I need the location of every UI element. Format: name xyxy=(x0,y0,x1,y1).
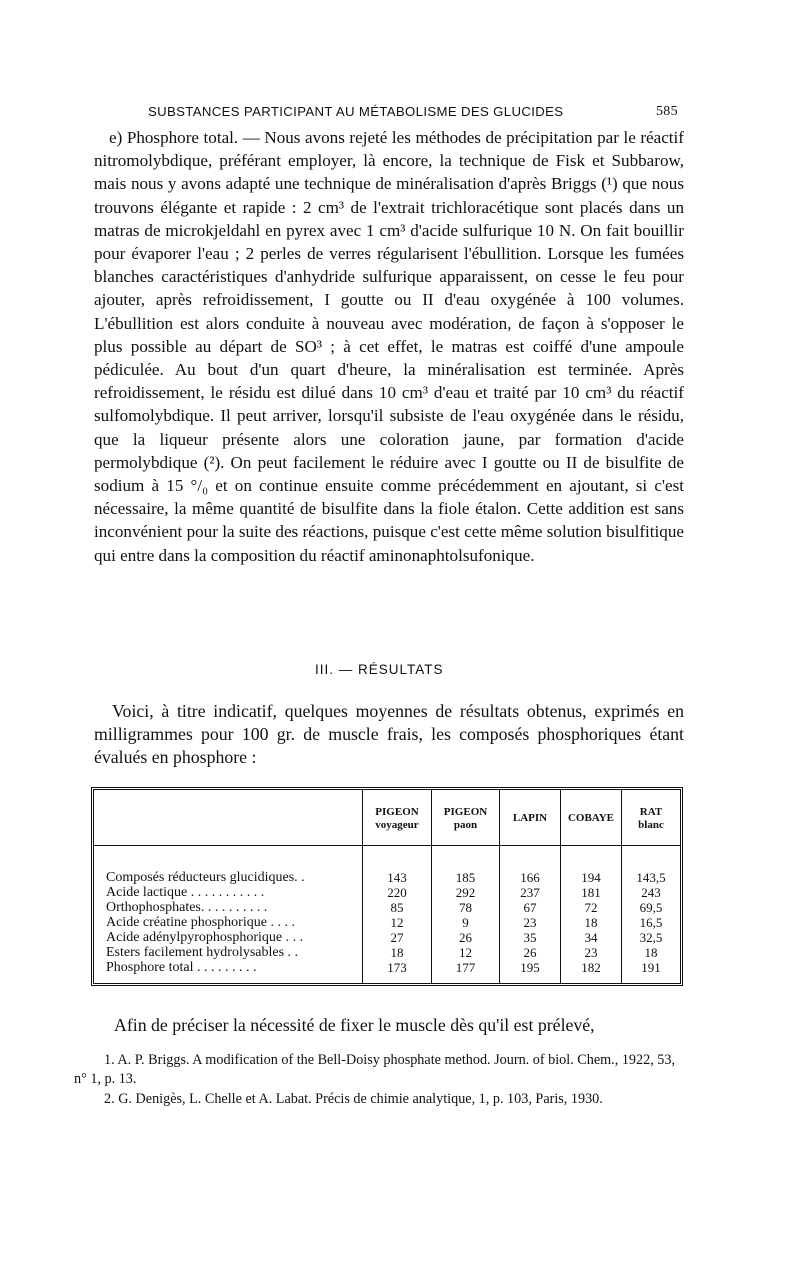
row-label: Acide créatine phosphorique . . . . xyxy=(106,915,295,930)
running-header xyxy=(148,104,678,119)
table-cell: 12 xyxy=(390,915,404,930)
row-label: Composés réducteurs glucidiques. . xyxy=(106,870,305,885)
table-cell: 26 xyxy=(523,945,537,960)
table-cell: 26 xyxy=(459,930,472,945)
table-cell: 69,5 xyxy=(639,900,663,915)
table-cell: 220 xyxy=(387,885,407,900)
table-cell: 18 xyxy=(584,915,598,930)
intro-paragraph: Voici, à titre indicatif, quelques moyennes de résultats obtenus, exprimés en milligrammes pour 100 gr. de muscle frais, les composés phosphoriques étant évalués en phosphore : xyxy=(94,701,684,768)
row-label: Acide adénylpyrophosphorique . . . xyxy=(106,930,304,945)
row-label: Phosphore total . . . . . . . . . xyxy=(106,960,257,975)
table-cell: 237 xyxy=(520,885,540,900)
table-cell: 194 xyxy=(581,870,601,885)
table-cell: 32,5 xyxy=(639,930,663,945)
table-cell: 143,5 xyxy=(636,870,666,885)
row-label: Orthophosphates. . . . . . . . . . xyxy=(106,900,268,915)
column-header: LAPIN xyxy=(512,812,548,824)
table-cell: 34 xyxy=(584,930,598,945)
paragraph-phosphore-total: e) Phosphore total. — Nous avons rejeté les méthodes de précipitation par le réactif nitromolybdique, préférant employer, là encore, la technique de Fisk et Subbarow, mais nous y avons adapté une technique de minéralisation d'après Briggs (¹) que nous trouvons élégante et rapide : 2 cm³ de l'extrait trichloracétique sont placés dans un matras de microkjeldahl en pyrex avec 1 cm³ d'acide sulfurique 10 N. On fait bouillir pour évaporer l'eau ; 2 perles de verres régularisent l'ébullition. Lorsque les fumées blanches caractéristiques d'anhydride sulfurique apparaissent, on cesse le feu pour ajouter, après refroidissement, I goutte ou II d'eau oxygénée à 100 volumes. L'ébullition est alors conduite à nouveau avec modération, de façon à s'opposer le plus possible au départ de SO³ ; à cet effet, le matras est coiffé d'une ampoule pédiculée. Au bout d'un quart d'heure, la minéralisation est terminée. Après refroidissement, le résidu est dilué dans 10 cm³ d'eau et traité par 10 cm³ du réactif sulfomolybdique. Il peut arriver, lorsqu'il subsiste de l'eau oxygénée dans le résidu, que la liqueur présente alors une coloration jaune, par formation d'acide permolybdique (²). On peut facilement le réduire avec I goutte ou II de bisulfite de sodium à 15 °/₀ et on continue ensuite comme précédemment en ajoutant, si c'est nécessaire, la même quantité de bisulfite dans la fiole étalon. Cette addition est sans inconvénient pour la suite des réactions, puisque c'est cette même solution bisulfitique qui entre dans la composition du réactif aminonaphtolsufonique. xyxy=(94,128,684,565)
row-label: Acide lactique . . . . . . . . . . . xyxy=(106,885,265,900)
table-cell: 243 xyxy=(641,885,661,900)
table-header-rule xyxy=(94,845,680,846)
table-cell: 195 xyxy=(520,960,540,975)
section-title: III. — RÉSULTATS xyxy=(315,662,444,677)
table-cell: 191 xyxy=(641,960,661,975)
results-table xyxy=(91,787,683,986)
table-cell: 18 xyxy=(644,945,658,960)
body-text xyxy=(94,126,684,567)
table-cell: 9 xyxy=(462,915,469,930)
page-number: 585 xyxy=(655,104,678,119)
table-cell: 67 xyxy=(523,900,537,915)
running-title: SUBSTANCES PARTICIPANT AU MÉTABOLISME DES GLUCIDES xyxy=(148,104,564,119)
table-cell: 143 xyxy=(387,870,407,885)
table-cell: 181 xyxy=(581,885,601,900)
column-header: PIGEON paon xyxy=(443,806,488,831)
column-header: COBAYE xyxy=(567,812,615,824)
table-cell: 27 xyxy=(390,930,404,945)
continuation-text: Afin de préciser la nécessité de fixer le muscle dès qu'il est prélevé, xyxy=(114,1015,595,1035)
table-cell: 35 xyxy=(523,930,537,945)
table-cell: 78 xyxy=(459,900,472,915)
table-cell: 182 xyxy=(581,960,601,975)
table-cell: 185 xyxy=(455,870,476,885)
column-header: RAT blanc xyxy=(638,806,664,831)
footnote-2: 2. G. Denigès, L. Chelle et A. Labat. Précis de chimie analytique, 1, p. 103, Paris, 1930. xyxy=(104,1091,603,1107)
table-cell: 18 xyxy=(390,945,404,960)
column-header: PIGEON voyageur xyxy=(375,806,419,831)
table-cell: 177 xyxy=(455,960,476,975)
table-cell: 72 xyxy=(584,900,598,915)
table-cell: 23 xyxy=(523,915,537,930)
table-cell: 292 xyxy=(455,885,476,900)
table-cell: 16,5 xyxy=(639,915,663,930)
table-cell: 12 xyxy=(459,945,472,960)
table-cell: 23 xyxy=(584,945,598,960)
table-cell: 85 xyxy=(390,900,404,915)
intro-text xyxy=(94,700,684,770)
row-label: Esters facilement hydrolysables . . xyxy=(106,945,299,960)
table-cell: 173 xyxy=(387,960,407,975)
footnote-1: 1. A. P. Briggs. A modification of the Bell-Doisy phosphate method. Journ. of biol. Chem., 1922, 53, n° 1, p. 13. xyxy=(74,1052,676,1087)
table-cell: 166 xyxy=(520,870,540,885)
